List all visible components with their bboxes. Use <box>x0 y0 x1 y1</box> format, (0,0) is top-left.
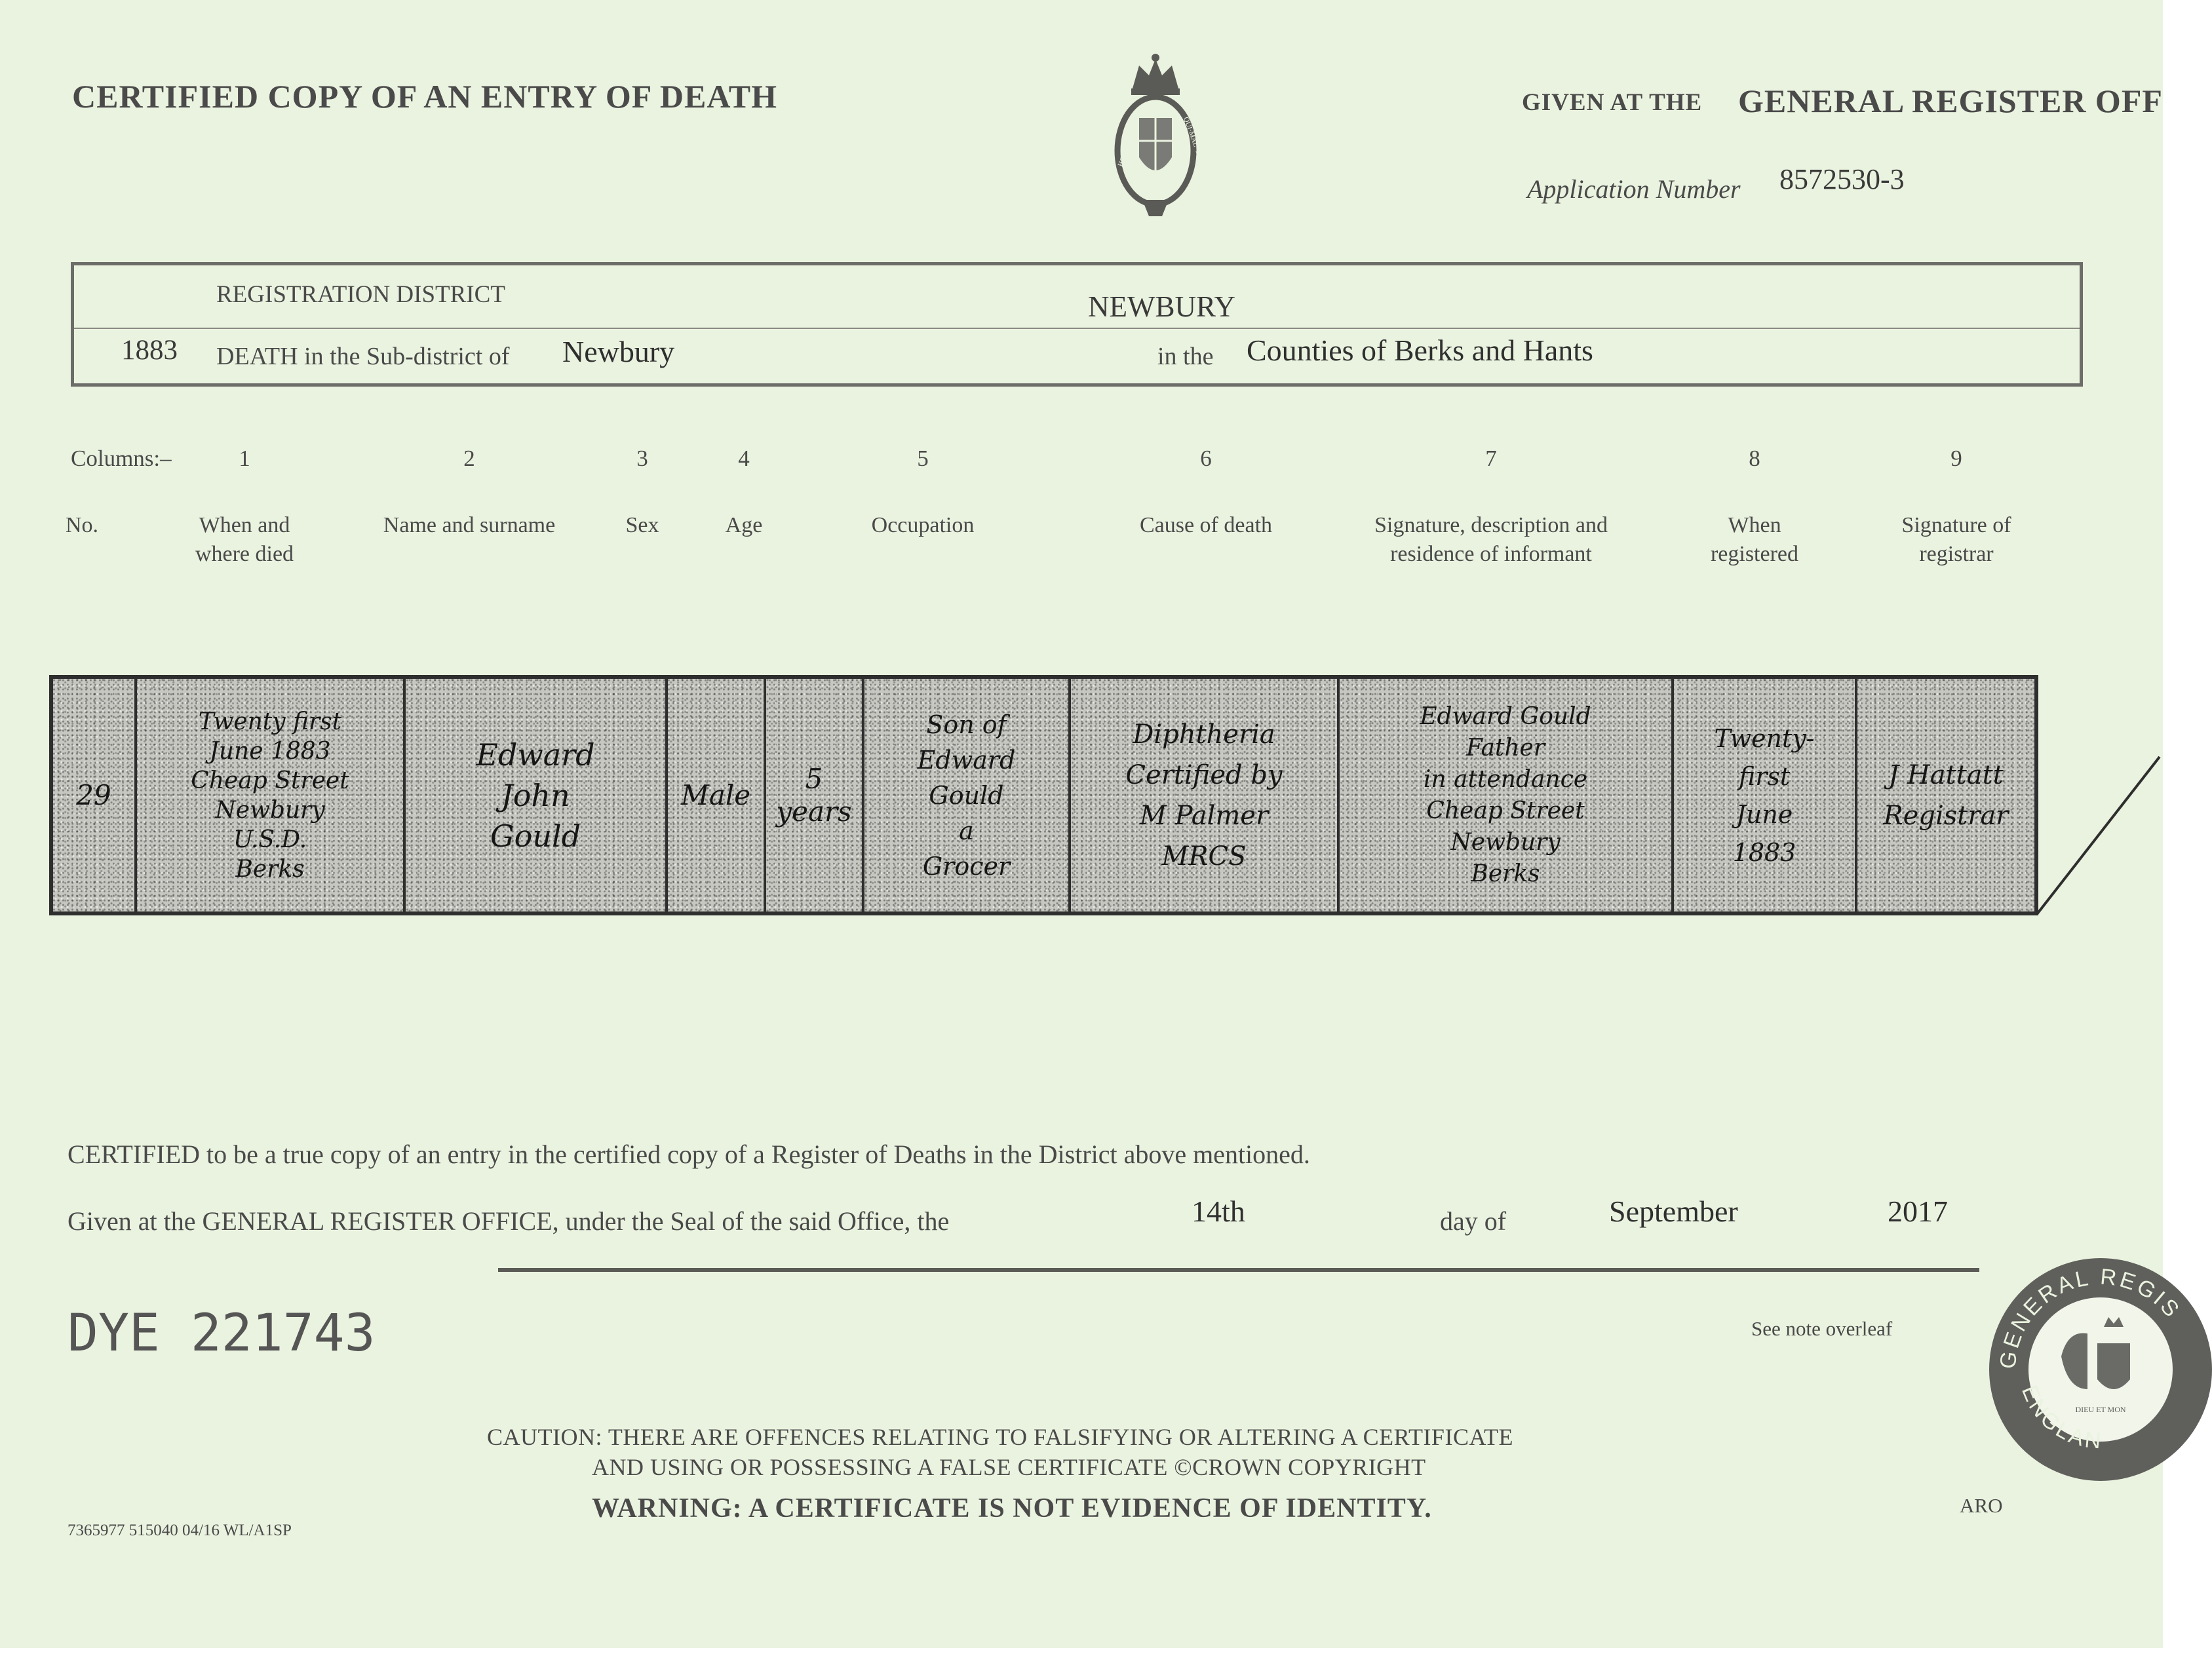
given-at-label: GIVEN AT THE <box>1522 89 1703 116</box>
registration-year: 1883 <box>121 335 178 366</box>
caution-line-2: AND USING OR POSSESSING A FALSE CERTIFICATE ©CROWN COPYRIGHT <box>592 1454 1426 1480</box>
registration-district-value: NEWBURY <box>1088 290 1235 323</box>
column-number-8: 8 <box>1749 446 1760 471</box>
column-header-when-where: When and where died <box>195 513 294 566</box>
entry-cell-name <box>406 679 668 911</box>
entry-name: Edward John Gould <box>476 737 595 854</box>
application-number-label: Application Number <box>1527 174 1741 204</box>
crest-motto-left: HONI·SOIT· <box>1116 128 1138 168</box>
gro-seal-icon <box>1989 1258 2212 1481</box>
column-number-2: 2 <box>463 446 475 471</box>
entry-cell-age <box>766 679 864 911</box>
entry-when-where: Twenty first June 1883 Cheap Street Newbury U.S.D. Berks <box>191 708 349 883</box>
registration-district-label: REGISTRATION DISTRICT <box>216 281 505 308</box>
entry-number: 29 <box>76 778 111 811</box>
entry-cell-when-registered <box>1674 679 1857 911</box>
column-header-when-registered: When registered <box>1710 513 1799 566</box>
column-number-9: 9 <box>1950 446 1962 471</box>
columns-label: Columns:– <box>71 446 172 471</box>
subdistrict-value: Newbury <box>562 335 675 368</box>
column-header-registrar: Signature of registrar <box>1901 513 2011 566</box>
column-number-7: 7 <box>1485 446 1497 471</box>
given-at-statement: Given at the GENERAL REGISTER OFFICE, under the Seal of the said Office, the <box>68 1206 950 1236</box>
certification-rule <box>498 1268 1979 1272</box>
seal-top-text: GENERAL REGIS <box>1995 1264 2186 1370</box>
column-number-5: 5 <box>917 446 929 471</box>
royal-crest-icon <box>1113 52 1211 223</box>
entry-informant: Edward Gould Father in attendance Cheap Street Newbury Berks <box>1420 702 1591 887</box>
column-number-3: 3 <box>636 446 648 471</box>
registration-box-divider <box>74 328 2080 329</box>
column-number-6: 6 <box>1200 446 1212 471</box>
column-header-informant: Signature, description and residence of informant <box>1374 513 1608 566</box>
caution-line-1: CAUTION: THERE ARE OFFENCES RELATING TO FALSIFYING OR ALTERING A CERTIFICATE <box>487 1424 1513 1450</box>
entry-cell-when-where <box>137 679 406 911</box>
cancel-stroke <box>2032 754 2163 917</box>
svg-text:GENERAL REGIS <box>1995 1264 2185 1370</box>
entry-sex: Male <box>680 778 751 811</box>
certificate-serial: DYE 221743 <box>68 1304 376 1363</box>
column-header-age: Age <box>725 513 763 537</box>
entry-when-registered: Twenty- first June 1883 <box>1714 723 1815 867</box>
certified-day: 14th <box>1192 1195 1245 1228</box>
certified-statement: CERTIFIED to be a true copy of an entry in the certified copy of a Register of Deaths in the District above mentioned. <box>68 1140 1310 1169</box>
aro-label: ARO <box>1960 1494 2003 1517</box>
entry-age: 5 years <box>776 762 852 828</box>
certified-month: September <box>1609 1195 1738 1228</box>
entry-cell-sex <box>668 679 766 911</box>
county-value: Counties of Berks and Hants <box>1247 334 1593 367</box>
entry-cell-no <box>53 679 137 911</box>
entry-occupation: Son of Edward Gould a Grocer <box>917 710 1016 881</box>
general-register-office-label: GENERAL REGISTER OFF <box>1738 83 2163 119</box>
subdistrict-label: DEATH in the Sub-district of <box>216 343 510 370</box>
register-entry <box>49 675 2038 915</box>
column-header-sex: Sex <box>625 513 659 537</box>
column-header-no: No. <box>66 513 99 537</box>
entry-cell-informant <box>1340 679 1674 911</box>
in-the-label: in the <box>1157 343 1214 370</box>
certificate-title: CERTIFIED COPY OF AN ENTRY OF DEATH <box>72 78 777 115</box>
entry-cell-cause <box>1071 679 1340 911</box>
column-header-cause: Cause of death <box>1139 513 1273 537</box>
entry-registrar: J Hattatt Registrar <box>1883 759 2009 831</box>
column-number-1: 1 <box>239 446 250 471</box>
entry-cell-registrar <box>1857 679 2034 911</box>
print-code: 7365977 515040 04/16 WL/A1SP <box>68 1522 292 1539</box>
column-header-name: Name and surname <box>383 513 556 537</box>
see-note-overleaf: See note overleaf <box>1751 1317 1893 1340</box>
entry-cause: Diphtheria Certified by M Palmer MRCS <box>1125 719 1283 872</box>
certified-year: 2017 <box>1888 1195 1948 1228</box>
svg-text:ENGLAN <box>2017 1382 2105 1454</box>
identity-warning: WARNING: A CERTIFICATE IS NOT EVIDENCE OF IDENTITY. <box>592 1493 1432 1523</box>
day-of-label: day of <box>1440 1206 1507 1236</box>
entry-cell-occupation <box>864 679 1071 911</box>
application-number: 8572530-3 <box>1779 163 1905 195</box>
seal-motto: DIEU ET MON <box>2075 1405 2126 1414</box>
column-header-occupation: Occupation <box>871 513 975 537</box>
column-number-4: 4 <box>738 446 750 471</box>
seal-bottom-text: ENGLAN <box>2016 1381 2105 1454</box>
crest-motto-right: QUI·MAL·Y·PENSE <box>1182 115 1211 178</box>
